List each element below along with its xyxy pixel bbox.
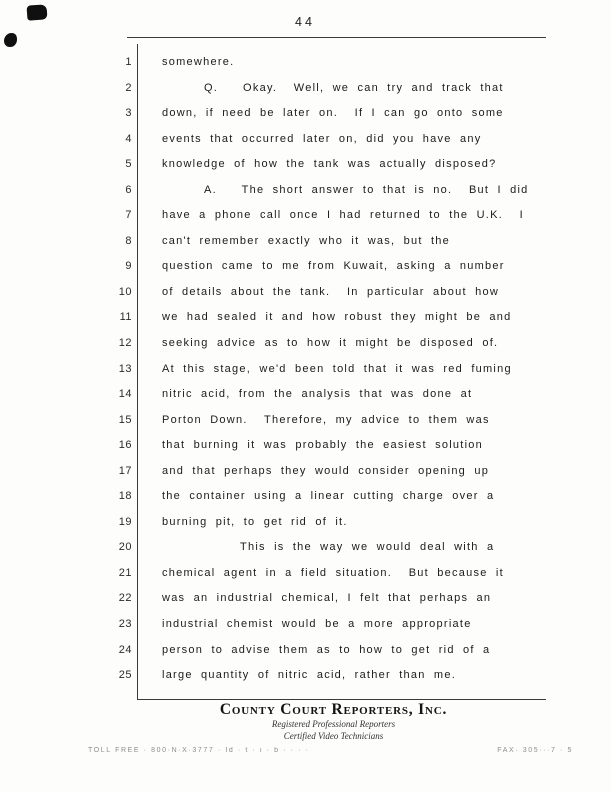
line-text: that burning it was probably the easiest solution — [162, 439, 484, 452]
line-text: of details about the tank. In particular about how — [162, 285, 500, 298]
line-number: 16 — [118, 439, 132, 452]
line-text: can't remember exactly who it was, but the — [162, 234, 451, 247]
line-number: 10 — [118, 285, 132, 298]
line-text: the container using a linear cutting charge over a — [162, 490, 495, 503]
transcript-line — [98, 229, 568, 255]
transcript-line — [98, 305, 568, 331]
line-text: down, if need be later on. If I can go onto some — [162, 107, 504, 120]
transcript-line — [98, 101, 568, 127]
line-number: 24 — [118, 643, 132, 656]
transcript-lines — [98, 50, 568, 689]
transcript-line — [98, 357, 568, 383]
line-text: somewhere. — [162, 56, 235, 68]
transcript-line — [98, 178, 568, 204]
line-text: burning pit, to get rid of it. — [162, 515, 348, 528]
transcript-line — [98, 203, 568, 229]
line-text: events that occurred later on, did you have any — [162, 132, 482, 145]
line-text: seeking advice as to how it might be disposed of. — [162, 337, 499, 350]
line-number: 25 — [118, 669, 132, 682]
transcript-line — [98, 50, 568, 76]
reporter-tagline-1: Registered Professional Reporters — [271, 719, 396, 729]
line-text: Q. Okay. Well, we can try and track that — [204, 81, 504, 94]
line-number: 3 — [125, 107, 132, 120]
scan-artifact-left — [4, 33, 17, 47]
fine-print — [88, 747, 573, 754]
transcript-line — [98, 331, 568, 357]
line-number: 21 — [118, 566, 132, 579]
line-number: 11 — [119, 311, 132, 324]
page-number: 44 — [295, 15, 315, 29]
line-text: question came to me from Kuwait, asking a number — [162, 260, 505, 273]
transcript-line — [98, 663, 568, 689]
transcript-line — [98, 382, 568, 408]
transcript-line — [98, 459, 568, 485]
line-number: 19 — [118, 515, 132, 528]
transcript-line — [98, 535, 568, 561]
line-number: 6 — [125, 183, 132, 196]
transcript-line — [98, 561, 568, 587]
line-text: and that perhaps they would consider opening up — [162, 464, 490, 477]
line-number: 2 — [125, 81, 132, 94]
line-number: 13 — [118, 362, 132, 375]
line-text: A. The short answer to that is no. But I did — [204, 183, 529, 196]
line-text: was an industrial chemical, I felt that perhaps an — [162, 592, 492, 605]
line-number: 17 — [118, 464, 132, 477]
transcript-line — [98, 638, 568, 664]
transcript-line — [98, 254, 568, 280]
transcript-line — [98, 612, 568, 638]
reporter-tagline-2: Certified Video Technicians — [283, 730, 384, 741]
scan-artifact-top — [27, 4, 48, 20]
line-text: chemical agent in a field situation. But because it — [162, 566, 504, 579]
transcript-line — [98, 510, 568, 536]
line-text: Porton Down. Therefore, my advice to them was — [162, 413, 490, 426]
line-number: 12 — [118, 337, 132, 350]
line-text: knowledge of how the tank was actually disposed? — [162, 158, 497, 171]
line-number: 20 — [118, 541, 132, 554]
transcript-line — [98, 152, 568, 178]
line-text: nitric acid, from the analysis that was done at — [162, 388, 473, 401]
transcript-line — [98, 76, 568, 102]
line-number: 22 — [118, 592, 132, 605]
line-text: At this stage, we'd been told that it was red fuming — [162, 362, 512, 375]
fine-print-left: TOLL FREE · 800·N·X·3777 · Id · t · i · b · · · · — [88, 747, 310, 754]
line-number: 1 — [125, 56, 132, 68]
line-number: 23 — [118, 618, 132, 631]
bottom-divider — [137, 699, 546, 700]
line-number: 14 — [118, 388, 132, 401]
reporter-company-name: County Court Reporters, Inc. — [219, 701, 448, 718]
line-text: have a phone call once I had returned to the U.K. I — [162, 209, 524, 222]
line-text: we had sealed it and how robust they might be and — [162, 311, 512, 324]
line-number: 18 — [118, 490, 132, 503]
footer — [56, 701, 611, 742]
transcript-line — [98, 484, 568, 510]
fine-print-right: FAX· 305···7 · 5 — [497, 747, 573, 754]
line-number: 15 — [118, 413, 132, 426]
line-text: This is the way we would deal with a — [240, 541, 495, 554]
top-divider — [127, 37, 546, 38]
transcript-line — [98, 280, 568, 306]
line-number: 7 — [125, 209, 132, 222]
line-text: industrial chemist would be a more appropriate — [162, 618, 472, 631]
transcript-line — [98, 408, 568, 434]
line-number: 9 — [125, 260, 132, 273]
line-text: person to advise them as to how to get rid of a — [162, 643, 491, 656]
transcript-line — [98, 127, 568, 153]
line-number: 5 — [125, 158, 132, 171]
line-number: 8 — [125, 234, 132, 247]
transcript-line — [98, 586, 568, 612]
transcript-line — [98, 433, 568, 459]
line-text: large quantity of nitric acid, rather than me. — [162, 669, 456, 682]
line-number: 4 — [125, 132, 132, 145]
